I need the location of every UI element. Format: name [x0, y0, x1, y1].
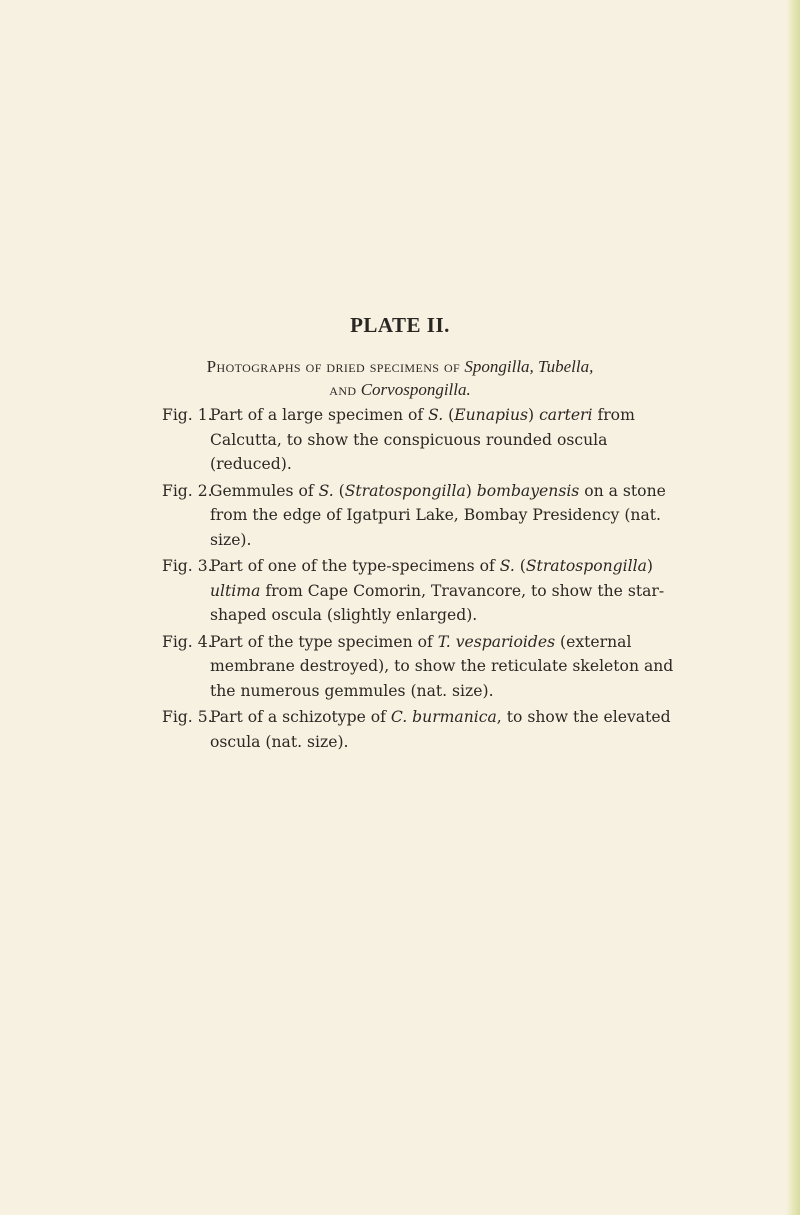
subtitle-line-2-caps: and	[329, 380, 357, 399]
caption-part-italic: ultima	[210, 581, 261, 600]
subtitle-line-1-genera: Spongilla, Tubella,	[464, 357, 594, 376]
caption-part: Part of the type specimen of	[210, 632, 438, 651]
caption-part: (external membrane destroyed), to show the reticulate skeleton and the numerous gemmules (nat. size).	[210, 632, 674, 700]
caption-part: , to show the elevated oscula (nat. size).	[210, 708, 671, 751]
caption-part-italic: Stratospongilla	[525, 557, 647, 575]
caption-part: Part of a schizotype of	[210, 708, 391, 726]
figure-label: Fig. 2.	[162, 481, 213, 500]
figure-caption-2	[162, 479, 682, 553]
figure-caption-4	[162, 630, 682, 704]
subtitle-line-2	[0, 378, 800, 401]
page-edge	[786, 0, 800, 1215]
caption-part: (	[443, 406, 455, 424]
caption-part-italic: S.	[428, 406, 444, 424]
figure-caption-text	[210, 708, 671, 751]
caption-part-italic: S.	[499, 557, 515, 575]
caption-part-italic: Stratospongilla	[344, 481, 466, 500]
figure-label: Fig. 3.	[162, 557, 213, 575]
figure-caption-text	[210, 633, 673, 700]
figure-label: Fig. 4.	[162, 632, 213, 651]
caption-part-italic: T.	[437, 632, 451, 651]
caption-part: from Calcutta, to show the conspicuous rounded oscula (reduced).	[210, 406, 635, 473]
caption-part: )	[465, 481, 477, 500]
caption-part-italic: S.	[318, 481, 334, 500]
caption-part-italic: vesparioides	[455, 632, 556, 651]
caption-part-italic: Eunapius	[454, 406, 529, 424]
plate-subtitle	[0, 355, 800, 401]
figure-label: Fig. 5.	[162, 708, 213, 726]
caption-part: on a stone from the edge of Igatpuri Lake, Bombay Presidency (nat. size).	[210, 481, 666, 549]
caption-part: )	[528, 406, 540, 424]
figure-caption-1	[162, 403, 682, 477]
figure-label: Fig. 1.	[162, 406, 213, 424]
caption-part: from Cape Comorin, Travancore, to show the star-shaped oscula (slightly enlarged).	[210, 581, 665, 624]
caption-part-italic: bombayensis	[476, 481, 580, 500]
caption-part: Part of a large specimen of	[210, 406, 429, 424]
caption-part: (	[514, 557, 526, 575]
caption-part-italic: C. burmanica	[390, 708, 497, 726]
figure-caption-3	[162, 554, 682, 628]
caption-part-italic: carteri	[539, 406, 593, 424]
subtitle-line-1	[0, 355, 800, 378]
caption-part: )	[646, 557, 653, 575]
figure-caption-5	[162, 705, 682, 754]
subtitle-line-1-caps: Photographs of dried specimens of	[206, 357, 461, 376]
subtitle-line-2-genus: Corvospongilla.	[360, 380, 471, 399]
figure-caption-text	[210, 482, 666, 549]
plate-title: PLATE II.	[350, 313, 450, 337]
caption-part: Part of one of the type-specimens of	[210, 557, 500, 575]
figure-captions-list	[162, 403, 682, 756]
figure-caption-text	[210, 557, 664, 624]
caption-part: (	[333, 481, 345, 500]
figure-caption-text	[210, 406, 635, 473]
caption-part: Gemmules of	[210, 481, 319, 500]
